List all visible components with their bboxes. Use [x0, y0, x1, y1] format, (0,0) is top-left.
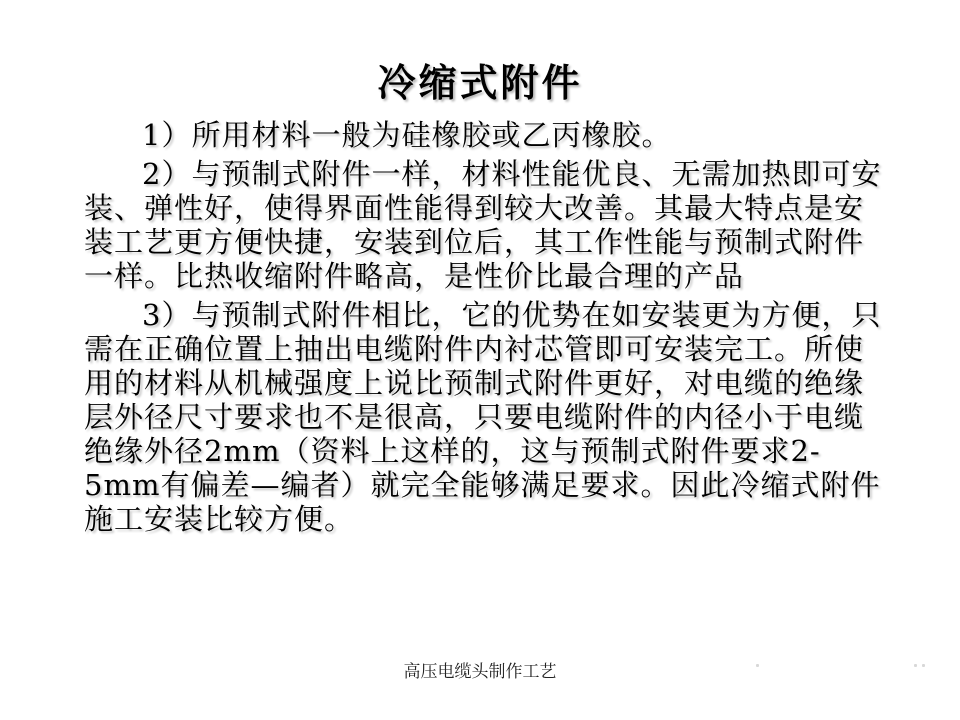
paragraph-3: 3）与预制式附件相比，它的优势在如安装更为方便，只需在正确位置上抽出电缆附件内衬芯管即可安装完工。所使用的材料从机械强度上说比预制式附件更好，对电缆的绝缘层外径尺寸要求也不是很高，只要电缆附件的内径小于电缆绝缘外径2mm（资料上这样的，这与预制式附件要求2-5mm有偏差—编者）就完全能够满足要求。因此冷缩式附件施工安装比较方便。: [84, 298, 882, 536]
paragraph-1: 1）所用材料一般为硅橡胶或乙丙橡胶。: [142, 118, 672, 152]
paragraph-2: 2）与预制式附件一样，材料性能优良、无需加热即可安装、弹性好，使得界面性能得到较大改善。其最大特点是安装工艺更方便快捷，安装到位后，其工作性能与预制式附件一样。比热收缩附件略高，是性价比最合理的产品: [84, 157, 882, 293]
slide-title: 冷缩式附件: [377, 60, 583, 105]
slide-body: [84, 118, 892, 541]
decorative-dot: [756, 664, 759, 667]
slide-footer: 高压电缆头制作工艺: [403, 662, 557, 682]
decorative-dot: [922, 664, 925, 667]
decorative-dot: [914, 664, 917, 667]
